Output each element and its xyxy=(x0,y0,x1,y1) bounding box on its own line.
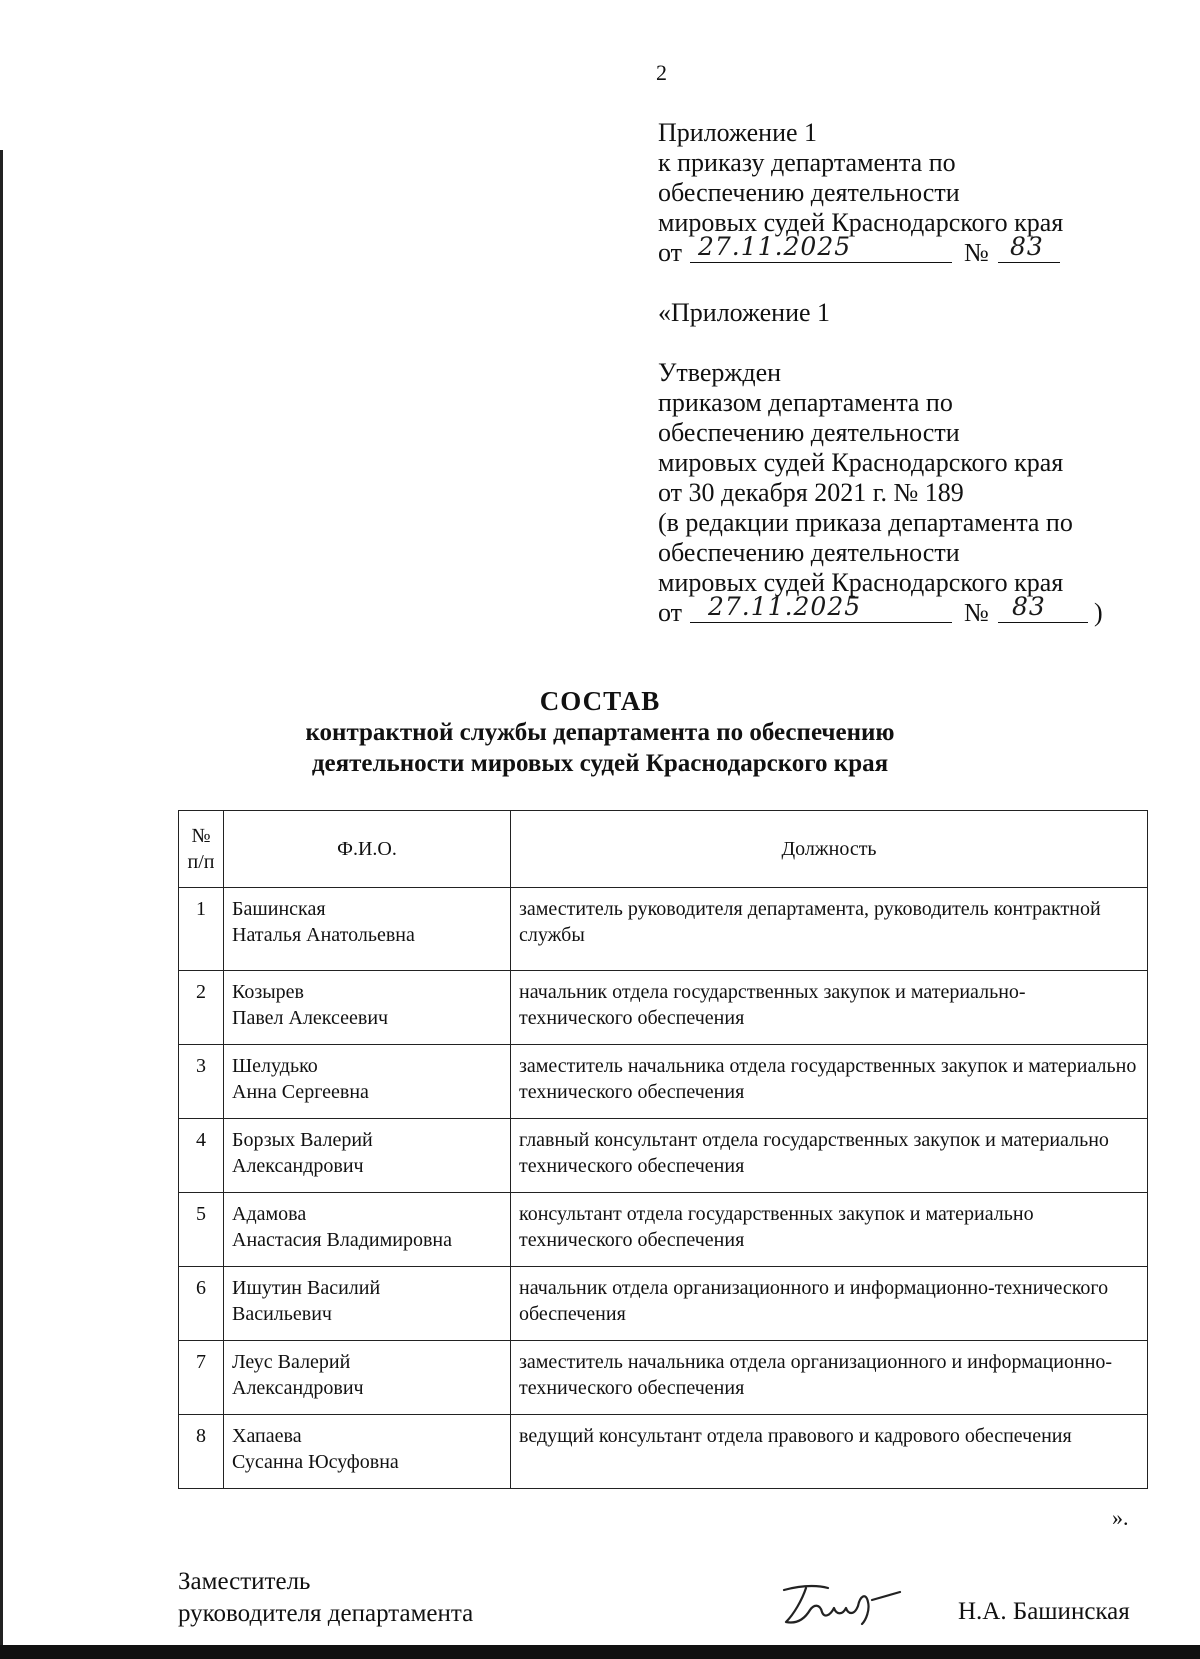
table-row xyxy=(179,1267,1148,1341)
appendix-line: мировых судей Краснодарского края xyxy=(658,208,1064,237)
row-num: 1 xyxy=(179,888,224,971)
ot-label: от xyxy=(658,238,683,267)
appendix-block xyxy=(658,118,1103,628)
row-num: 3 xyxy=(179,1045,224,1119)
handwritten-date: 27.11.2025 xyxy=(698,232,852,261)
no-label: № xyxy=(964,238,989,267)
approval-line: мировых судей Краснодарского края xyxy=(658,448,1064,477)
table-row xyxy=(179,1119,1148,1193)
handwritten-date: 27.11.2025 xyxy=(708,592,862,621)
row-num: 6 xyxy=(179,1267,224,1341)
table-row xyxy=(179,1045,1148,1119)
appendix-line: Приложение 1 xyxy=(658,118,818,147)
closing-quote: ». xyxy=(1112,1505,1129,1530)
appendix-date-line xyxy=(658,232,1073,268)
appendix-line: к приказу департамента по xyxy=(658,148,956,177)
date-blank xyxy=(690,592,952,623)
row-position: главный консультант отдела государственных закупок и материально технического обеспечения xyxy=(511,1119,1148,1193)
signatory-title: Заместитель руководителя департамента xyxy=(178,1568,474,1627)
appendix-line: обеспечению деятельности xyxy=(658,178,960,207)
handwritten-number: 83 xyxy=(1012,592,1046,621)
table-row xyxy=(179,971,1148,1045)
handwritten-number: 83 xyxy=(1010,232,1044,261)
row-position: начальник отдела организационного и информационно-технического обеспечения xyxy=(511,1267,1148,1341)
approval-line: (в редакции приказа департамента по xyxy=(658,508,1073,537)
table-row xyxy=(179,1341,1148,1415)
signatory-name: Н.А. Башинская xyxy=(958,1598,1130,1625)
handwritten-signature xyxy=(776,1580,906,1630)
row-num: 8 xyxy=(179,1415,224,1489)
approval-heading: «Приложение 1 xyxy=(658,298,831,327)
approval-line: от 30 декабря 2021 г. № 189 xyxy=(658,478,964,507)
approval-date-line xyxy=(658,592,1103,628)
approval-line: обеспечению деятельности xyxy=(658,418,960,447)
row-name: Башинская Наталья Анатольевна xyxy=(224,888,511,971)
roster-table xyxy=(178,810,1148,1489)
row-position: ведущий консультант отдела правового и кадрового обеспечения xyxy=(511,1415,1148,1489)
approval-line: мировых судей Краснодарского края xyxy=(658,568,1064,597)
header-num: № п/п xyxy=(179,811,224,888)
header-position: Должность xyxy=(511,811,1148,888)
row-num: 2 xyxy=(179,971,224,1045)
table-row xyxy=(179,1193,1148,1267)
row-position: заместитель начальника отдела организационного и информационно-технического обеспечения xyxy=(511,1341,1148,1415)
number-blank xyxy=(998,232,1060,263)
row-name: Борзых Валерий Александрович xyxy=(224,1119,511,1193)
scan-edge-bottom xyxy=(0,1645,1200,1659)
approval-line: Утвержден xyxy=(658,358,782,387)
approval-line: обеспечению деятельности xyxy=(658,538,960,567)
date-blank xyxy=(690,232,952,263)
row-position: начальник отдела государственных закупок и материально-технического обеспечения xyxy=(511,971,1148,1045)
row-num: 5 xyxy=(179,1193,224,1267)
row-num: 4 xyxy=(179,1119,224,1193)
no-label: № xyxy=(964,598,989,627)
closing-paren: ) xyxy=(1094,598,1103,627)
page-number: 2 xyxy=(656,60,667,85)
row-name: Леус Валерий Александрович xyxy=(224,1341,511,1415)
scan-edge-left xyxy=(0,150,3,1659)
header-name: Ф.И.О. xyxy=(224,811,511,888)
number-blank xyxy=(998,592,1088,623)
ot-label: от xyxy=(658,598,683,627)
row-name: Хапаева Сусанна Юсуфовна xyxy=(224,1415,511,1489)
title-main: СОСТАВ xyxy=(539,686,661,716)
row-name: Козырев Павел Алексеевич xyxy=(224,971,511,1045)
table-header-row xyxy=(179,811,1148,888)
row-name: Ишутин Василий Васильевич xyxy=(224,1267,511,1341)
row-position: заместитель начальника отдела государственных закупок и материально технического обеспечения xyxy=(511,1045,1148,1119)
row-position: заместитель руководителя департамента, руководитель контрактной службы xyxy=(511,888,1148,971)
title-line: контрактной службы департамента по обеспечению xyxy=(305,719,895,746)
row-name: Шелудько Анна Сергеевна xyxy=(224,1045,511,1119)
row-position: консультант отдела государственных закупок и материально технического обеспечения xyxy=(511,1193,1148,1267)
document-title xyxy=(0,686,1200,779)
row-name: Адамова Анастасия Владимировна xyxy=(224,1193,511,1267)
approval-line: приказом департамента по xyxy=(658,388,953,417)
title-line: деятельности мировых судей Краснодарского края xyxy=(311,750,889,777)
table-row xyxy=(179,1415,1148,1489)
row-num: 7 xyxy=(179,1341,224,1415)
table-row xyxy=(179,888,1148,971)
